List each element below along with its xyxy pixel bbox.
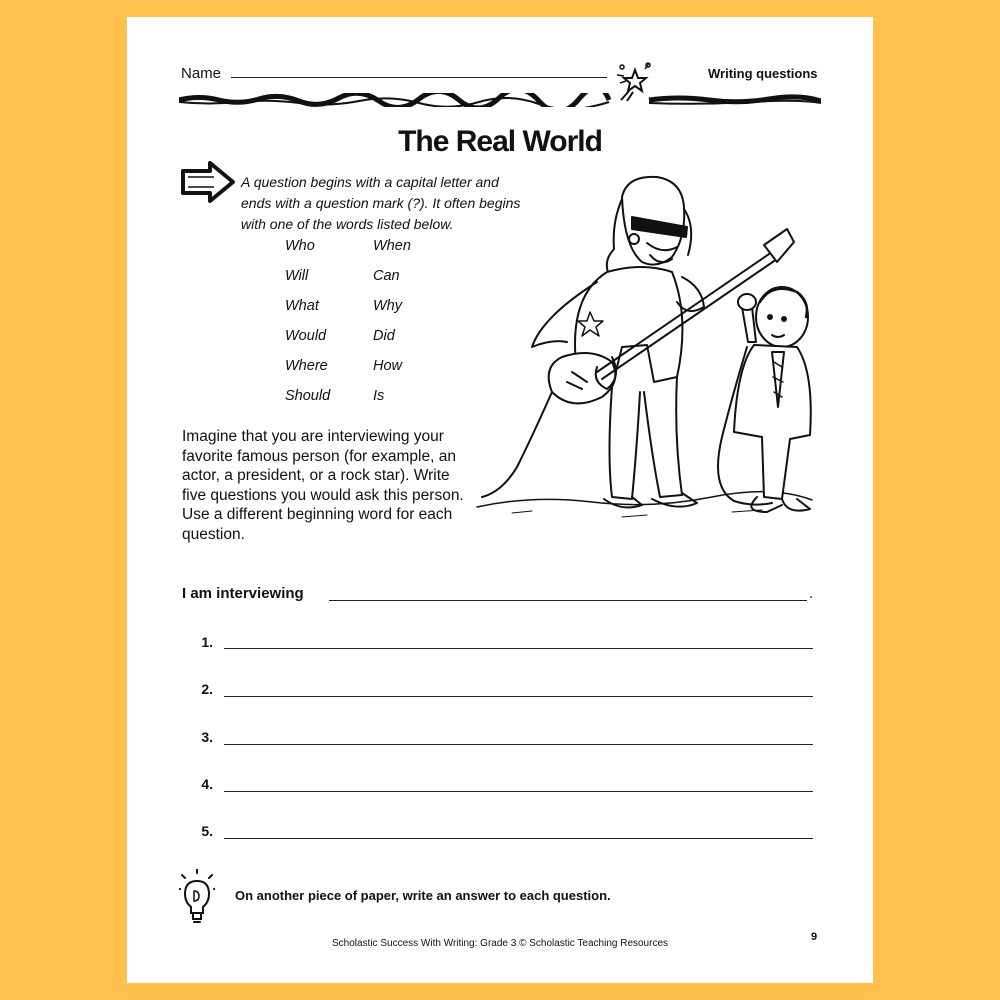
question-number: 4. <box>201 776 213 792</box>
question-word-list <box>285 238 461 418</box>
word: Did <box>373 328 395 344</box>
rockstar-interview-illustration <box>472 167 817 552</box>
word: Should <box>285 388 331 404</box>
interview-label: I am interviewing <box>182 585 304 602</box>
word: Why <box>373 298 402 314</box>
question-answer-line-5[interactable] <box>224 838 813 839</box>
word: Where <box>285 358 328 374</box>
question-answer-line-2[interactable] <box>224 696 813 697</box>
footer-credit: Scholastic Success With Writing: Grade 3 © Scholastic Teaching Resources <box>331 938 669 949</box>
word-row <box>285 238 461 268</box>
lightbulb-icon <box>179 869 215 925</box>
page-title: The Real World <box>398 125 602 158</box>
question-number: 3. <box>201 729 213 745</box>
question-answer-line-3[interactable] <box>224 744 813 745</box>
topic-label: Writing questions <box>708 66 818 81</box>
word: Who <box>285 238 315 254</box>
question-number: 1. <box>201 634 213 650</box>
word: Can <box>373 268 400 284</box>
word: Would <box>285 328 327 344</box>
intro-text: A question begins with a capital letter and ends with a question mark (?). It often begins with one of the words listed below. <box>241 174 521 232</box>
header-divider <box>179 93 821 107</box>
word: Is <box>373 388 385 404</box>
word: How <box>373 358 403 374</box>
question-number: 2. <box>201 681 213 697</box>
prompt-text: Imagine that you are interviewing your favorite famous person (for example, an actor, a president, or a rock star). Write five questions you would ask this person. Use a different beginning word for each question. <box>182 428 464 543</box>
word-row <box>285 388 461 418</box>
interview-answer-line[interactable] <box>329 600 807 601</box>
word-row <box>285 328 461 358</box>
word: Will <box>285 268 309 284</box>
question-answer-line-1[interactable] <box>224 648 813 649</box>
word-row <box>285 268 461 298</box>
worksheet-page <box>127 17 873 983</box>
question-number: 5. <box>201 823 213 839</box>
word-row <box>285 358 461 388</box>
word-row <box>285 298 461 328</box>
interview-period: . <box>809 585 814 602</box>
word: What <box>285 298 319 314</box>
name-label: Name <box>181 65 222 82</box>
name-field-line[interactable] <box>231 77 607 78</box>
arrow-right-icon <box>180 161 236 203</box>
page-number: 9 <box>811 931 818 943</box>
question-answer-line-4[interactable] <box>224 791 813 792</box>
extension-tip: On another piece of paper, write an answer to each question. <box>235 888 611 903</box>
word: When <box>373 238 411 254</box>
